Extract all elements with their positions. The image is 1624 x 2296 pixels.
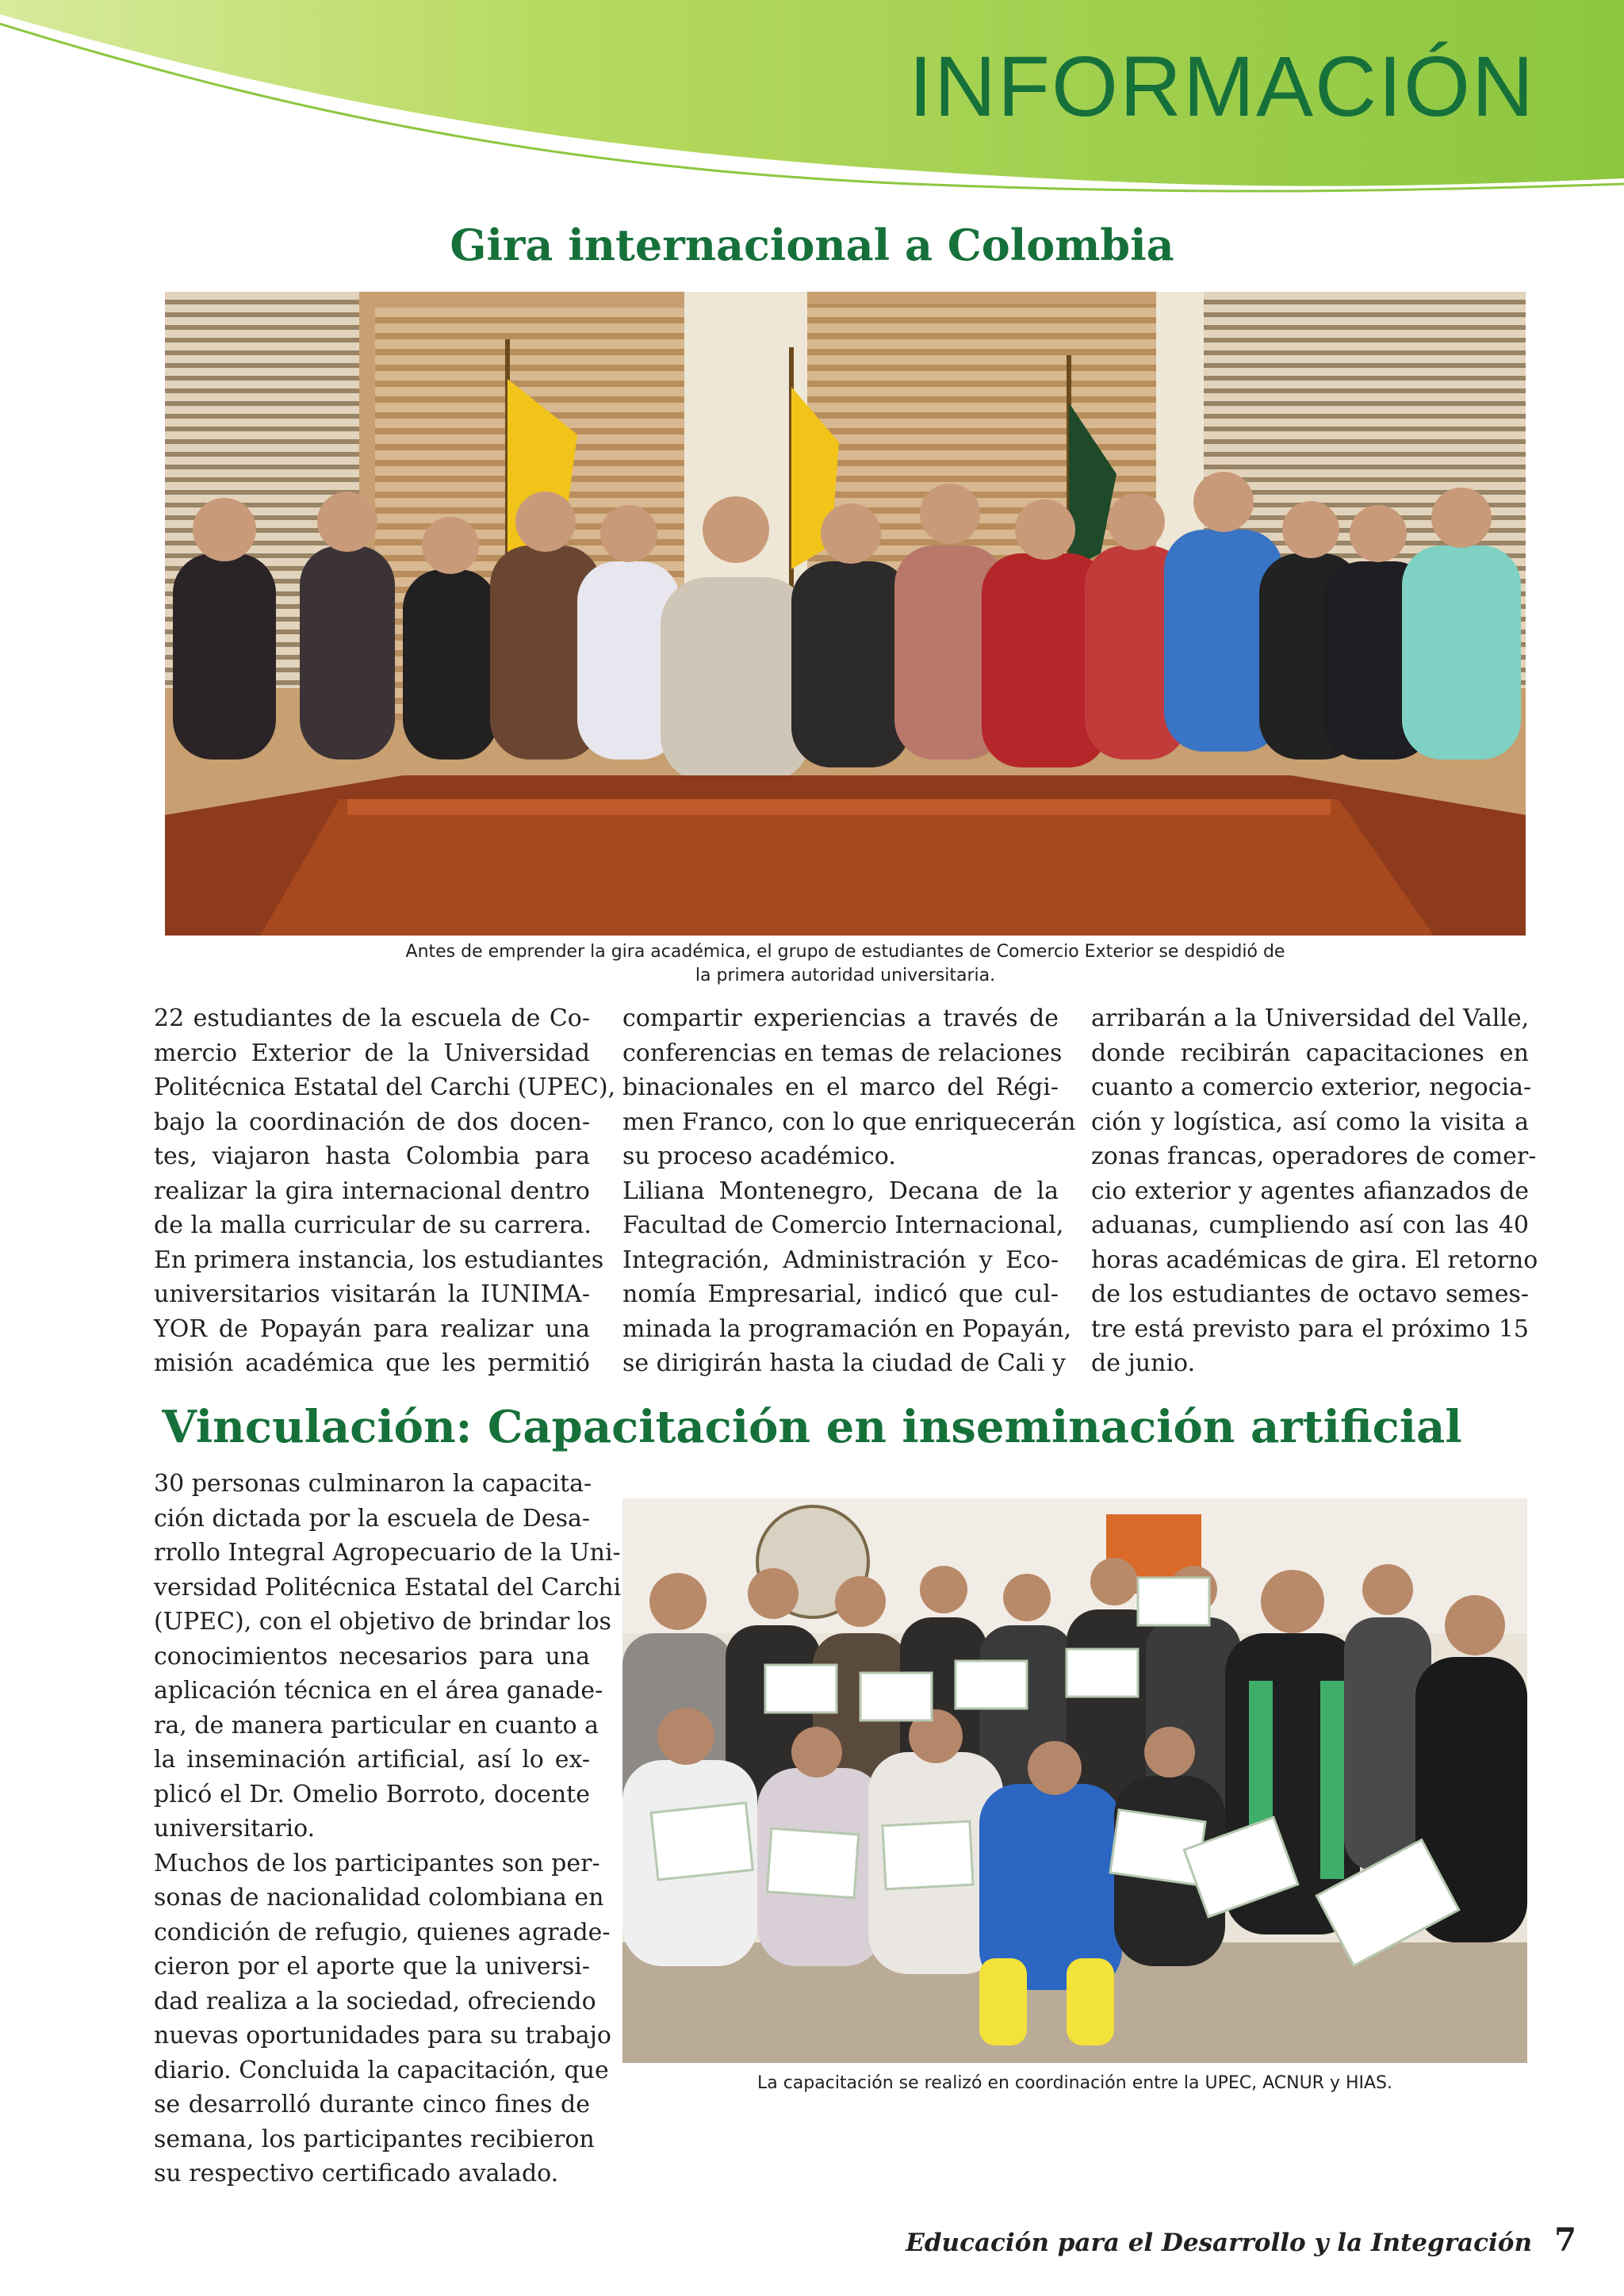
text-line: minada la programación en Popayán, xyxy=(622,1314,1072,1343)
text-line: ción dictada por la escuela de Desa- xyxy=(154,1504,590,1533)
group-photo-training xyxy=(622,1498,1527,2063)
article-1-headline: Gira internacional a Colombia xyxy=(450,220,1174,270)
text-line: versidad Politécnica Estatal del Carchi xyxy=(154,1573,622,1601)
text-line: sonas de nacionalidad colombiana en xyxy=(154,1884,604,1911)
text-line: de junio. xyxy=(1091,1349,1196,1377)
text-line: YOR de Popayán para realizar una xyxy=(154,1314,590,1343)
text-line: su proceso académico. xyxy=(622,1142,896,1170)
text-line: universitario. xyxy=(154,1815,316,1843)
text-line: nomía Empresarial, indicó que cul- xyxy=(622,1280,1059,1308)
text-line: Muchos de los participantes son per- xyxy=(154,1849,600,1877)
text-line: misión académica que les permitió xyxy=(154,1349,590,1377)
text-line: cio exterior y agentes afianzados de xyxy=(1091,1177,1529,1205)
caption-line: Antes de emprender la gira académica, el grupo de estudiantes de Comercio Exterior se despidió de xyxy=(405,942,1285,962)
text-line: arribarán a la Universidad del Valle, xyxy=(1091,1004,1530,1032)
group-photo-students xyxy=(165,292,1526,936)
text-line: aduanas, cumpliendo así con las 40 xyxy=(1091,1211,1529,1239)
text-line: la inseminación artificial, así lo ex- xyxy=(154,1746,590,1774)
text-line: su respectivo certificado avalado. xyxy=(154,2160,559,2187)
text-line: condición de refugio, quienes agrade- xyxy=(154,1918,611,1946)
text-line: nuevas oportunidades para su trabajo xyxy=(154,2022,611,2049)
text-line: compartir experiencias a través de xyxy=(622,1004,1059,1032)
text-line: Integración, Administración y Eco- xyxy=(622,1246,1059,1274)
text-line: Facultad de Comercio Internacional, xyxy=(622,1211,1064,1239)
text-line: diario. Concluida la capacitación, que xyxy=(154,2056,609,2084)
article-1-column-3 xyxy=(1091,1001,1538,1381)
page-number: 7 xyxy=(1554,2221,1576,2259)
text-line: donde recibirán capacitaciones en xyxy=(1091,1039,1529,1067)
article-2-headline: Vinculación: Capacitación en inseminación artificial xyxy=(162,1401,1462,1453)
text-line: semana, los participantes recibieron xyxy=(154,2125,595,2153)
text-line: conferencias en temas de relaciones xyxy=(622,1039,1063,1067)
text-line: se dirigirán hasta la ciudad de Cali y xyxy=(622,1349,1066,1377)
text-line: dad realiza a la sociedad, ofreciendo xyxy=(154,1987,596,2015)
caption-line: la primera autoridad universitaria. xyxy=(695,966,996,985)
text-line: tre está previsto para el próximo 15 xyxy=(1091,1314,1529,1343)
photo-2-caption: La capacitación se realizó en coordinación entre la UPEC, ACNUR y HIAS. xyxy=(756,2073,1393,2093)
text-line: plicó el Dr. Omelio Borroto, docente xyxy=(154,1780,590,1808)
text-line: bajo la coordinación de dos docen- xyxy=(154,1108,590,1136)
footer-tagline: Educación para el Desarrollo y la Integración xyxy=(906,2229,1532,2257)
text-line: realizar la gira internacional dentro xyxy=(154,1177,590,1205)
text-line: ción y logística, así como la visita a xyxy=(1091,1108,1529,1136)
text-line: Politécnica Estatal del Carchi (UPEC), xyxy=(154,1073,616,1101)
text-line: ra, de manera particular en cuanto a xyxy=(154,1711,599,1739)
text-line: zonas francas, operadores de comer- xyxy=(1091,1142,1537,1170)
article-1-column-2 xyxy=(622,1001,1076,1381)
text-line: men Franco, con lo que enriquecerán xyxy=(622,1108,1076,1136)
text-line: horas académicas de gira. El retorno xyxy=(1091,1246,1538,1274)
article-1-column-1 xyxy=(154,1001,616,1381)
photo-1-caption xyxy=(165,940,1526,988)
text-line: de la malla curricular de su carrera. xyxy=(154,1211,592,1239)
text-line: binacionales en el marco del Régi- xyxy=(622,1073,1059,1101)
text-line: de los estudiantes de octavo semes- xyxy=(1091,1280,1529,1308)
text-line: En primera instancia, los estudiantes xyxy=(154,1246,604,1274)
text-line: 22 estudiantes de la escuela de Co- xyxy=(154,1004,590,1032)
text-line: rrollo Integral Agropecuario de la Uni- xyxy=(154,1539,621,1567)
text-line: 30 personas culminaron la capacita- xyxy=(154,1470,592,1498)
text-line: (UPEC), con el objetivo de brindar los xyxy=(154,1608,611,1636)
text-line: universitarios visitarán la IUNIMA- xyxy=(154,1280,590,1308)
text-line: mercio Exterior de la Universidad xyxy=(154,1039,590,1067)
text-line: cuanto a comercio exterior, negocia- xyxy=(1091,1073,1532,1101)
text-line: aplicación técnica en el área ganade- xyxy=(154,1677,603,1705)
text-line: tes, viajaron hasta Colombia para xyxy=(154,1142,590,1170)
text-line: conocimientos necesarios para una xyxy=(154,1642,590,1670)
text-line: Liliana Montenegro, Decana de la xyxy=(622,1177,1059,1205)
article-2-column xyxy=(154,1467,622,2191)
text-line: cieron por el aporte que la universi- xyxy=(154,1953,590,1980)
text-line: se desarrolló durante cinco fines de xyxy=(154,2091,590,2118)
section-title: INFORMACIÓN xyxy=(909,38,1535,134)
